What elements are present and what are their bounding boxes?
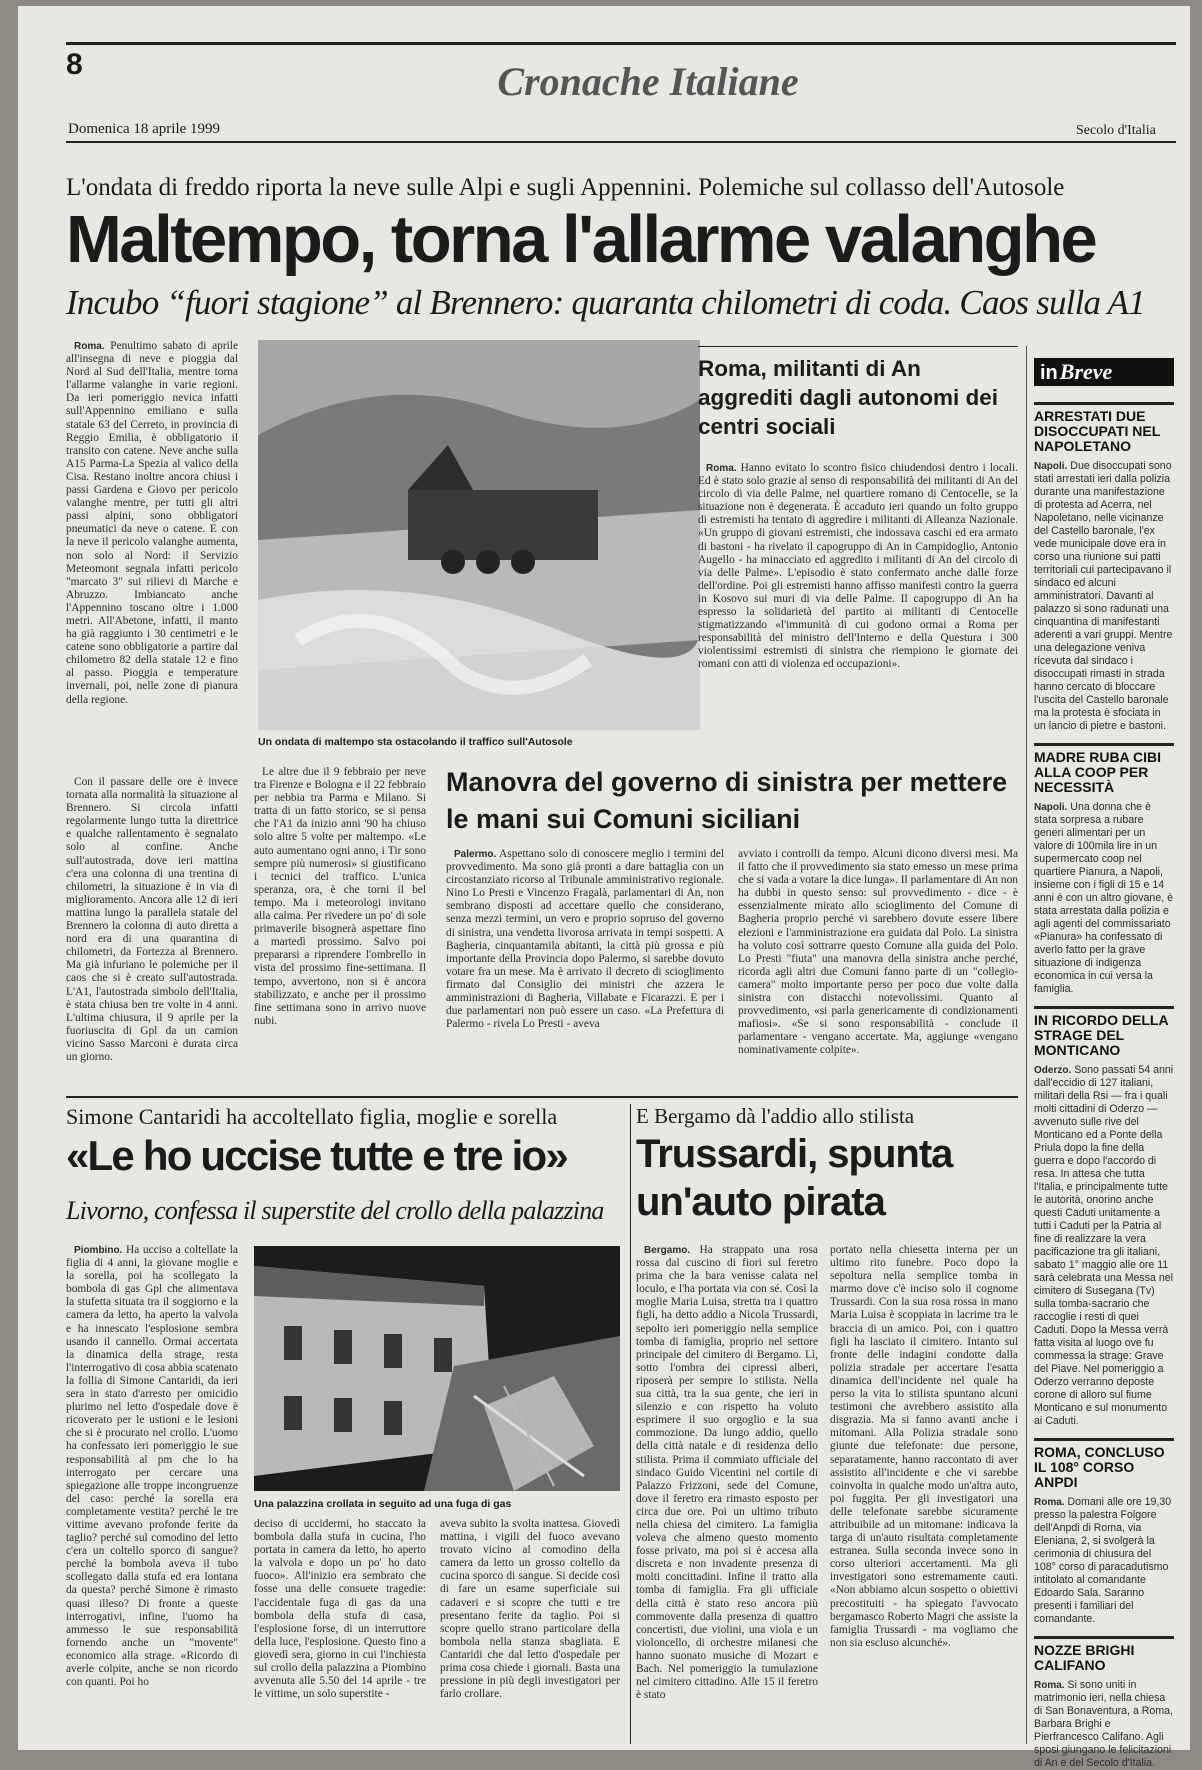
section-title: Cronache Italiane xyxy=(497,59,799,104)
brief-dateline: Roma. xyxy=(1034,1497,1065,1508)
inbreve-in: in xyxy=(1040,362,1058,384)
manovra-dateline: Palermo. xyxy=(454,849,497,860)
inbreve-badge xyxy=(1034,358,1174,386)
livorno-col1-text: Ha ucciso a coltellate la figlia di 4 anni, la giovane moglie e la sorella, poi ha scollegato la bombola di gas Gpl che alimentava la stufetta situata tra il soggiorno e la camera da letto, ha aperto la valvola e ha innescato l'esplosione sembra usando il cannello. Ormai accertata la dinamica della strage, resta l'interrogativo di cosa abbia scatenato la follia di Simone Cantaridi, da ieri sera in stato d'arresto per omicidio plurimo nel letto d'ospedale dove è ricoverato per le ustioni e le lesioni che si è procurato nel crollo. L'uomo ha confessato ieri pomeriggio le sue responsabilità al pm che lo ha interrogato per cercare una spiegazione alle troppe incongruenze del caso: perché la sorella era completamente vestita? perché le tre vittime avevano profonde ferite da taglio? perché sul comodino del letto c'era un coltello sporco di sangue? perché la bombola aveva il tubo scollegato dalla stufa ed era lontana da questa? perché Simone è rimasto quasi illeso? Di fronte a queste interrogativi, infine, l'uomo ha ammesso le sue responsabilità fornendo anche un "movente" economico alla strage. «Ricordo di averle colpite, anche se non ricordo con quanti. Poi ho xyxy=(66,1244,238,1689)
brief-title: IN RICORDO DELLA STRAGE DEL MONTICANO xyxy=(1034,1012,1169,1058)
lead-column-2: Le altre due il 9 febbraio per neve tra Firenze e Bologna e il 22 febbraio per nebbia tra Parma e Milano. Si tratta di un fatto storico, se si pensa che l'A1 da inizio anni '90 ha chiuso solo altre 5 volte per maltempo. «Le auto aumentano ogni anno, i Tir sono sempre più numerosi» si giustificano i tecnici del traffico. L'unica speranza, ora, è che torni il bel tempo. Ma i meteorologi invitano alla calma. Per rivedere un po' di sole primaverile bisognerà aspettare fino a martedì prossimo. Salvo poi prepararsi a riprendere l'ombrello in vista del prossimo fine-settimana. Il tempo, avvertono, non si è ancora stabilizzato, e anche per il prossimo fine settimana sono in arrivo nuove nubi. xyxy=(254,766,426,1027)
manovra-col1-text: Aspettano solo di conoscere meglio i termini del provvedimento. Ma sono già pronti a dare battaglia con un circostanziato ricorso al Tribunale amministrativo regionale. Nino Lo Presti e Vincenzo Fragalà, parlamentari di An, non sembrano disposti ad accettare quello che considerano, senza mezzi termini, un vero e proprio sopruso del governo di sinistra, una vendetta livorosa arrivata in tempi sospetti. A Bagheria, cinquantamila abitanti, la città più grossa e più importante della Provincia dopo Palermo, si sarebbe dovuto votare fra un mese. Ma è arrivato il decreto di scioglimento firmato dal Consiglio dei ministri che azzera le amministrazioni di Bagheria, Villabate e Ficarazzi. E per i due parlamentari non può essere un caso. «La Prefettura di Palermo - rivela Lo Presti - aveva xyxy=(446,848,725,1031)
page-number: 8 xyxy=(66,48,83,81)
manovra-column-2: avviato i controlli da tempo. Alcuni dicono diversi mesi. Ma il fatto che il provvedimento sia stato emesso un mese prima che si vada a votare la dice lunga». Il parlamentare di An non ha dubbi in questo senso: sul provvedimento - dice - è essenzialmente mirato allo scioglimento del Comune di Bagheria proprio perché vi sarebbero dovute essere libere elezioni e l'amministrazione era guidata dal Polo. La sinistra ha voluto così sottrarre questo Comune alla guida del Polo. Lo Presti "fiuta" una manovra della sinistra anche perché, ricorda agli altri due Comuni fanno parte di un "collegio-camera" molto importante perso per poco due volte dalla sinistra con distacchi notevolissimi. Quanto al provvedimento, «si parla genericamente di condizionamenti mafiosi». «Se si sono responsabilità - conclude il parlamentare - vengano accertate. Ma, aggiunge «vengano nominativamente colpite». xyxy=(738,848,1018,1057)
livorno-column-3: aveva subito la svolta inattesa. Giovedì mattina, i vigili del fuoco avevano trovato vicino al comodino della camera da letto un grosso coltello da cucina sporco di sangue. Si decide così di fare un esame superficiale sui cadaveri e si scopre che tutti e tre presentano ferite da taglio. Poi si scopre quello strano particolare della bombola nella stanza sbagliata. E Cantaridi che dal letto d'ospedale per prima cosa chiede i giornali. Basta una pressione in più degli investigatori per farlo crollare. xyxy=(440,1518,620,1701)
inbreve-word: Breve xyxy=(1059,359,1113,384)
snow-traffic-photo xyxy=(258,340,700,730)
livorno-photo-caption: Una palazzina crollata in seguito ad una fuga di gas xyxy=(254,1498,512,1510)
newspaper-name: Secolo d'Italia xyxy=(1076,123,1156,138)
brief-title: ROMA, CONCLUSO IL 108° CORSO ANPDI xyxy=(1034,1444,1165,1490)
brief-body: Si sono uniti in matrimonio ieri, nella chiesa di San Bonaventura, a Roma, Barbara Brighi e Pierfrancesco Califano. Agli sposi giungano le felicitazioni di An e del Secolo d'Italia. xyxy=(1034,1679,1173,1769)
trussardi-dateline: Bergamo. xyxy=(644,1245,691,1256)
brief-body: Due disoccupati sono stati arrestati ieri dalla polizia durante una manifestazione di protesta ad Acerra, nel Napoletano, nelle vicinanze del Castello baronale, l'ex vede municipale dove era in corso una riunione sui patti territoriali cui partecipavano il sindaco ed alcuni amministratori. Davanti al palazzo si sono radunati una cinquantina di manifestanti aderenti a vari gruppi. Mentre una delegazione veniva ricevuta dal sindaco i disoccupati rimasti in strada hanno cercato di bloccare l'uscita del Castello baronale ma la protesta è sfociata in un lancio di pietre e bastoni. xyxy=(1034,460,1173,732)
brief-text xyxy=(1034,460,1174,733)
brief-text xyxy=(1034,1679,1174,1770)
trussardi-col1-text: Ha strappato una rosa rossa dal cuscino di fiori sul feretro prima che la bara venisse calata nel loculo, e l'ha portata via con sé. Così la moglie Maria Luisa, stretta tra i quattro figli, ha detto addio a Nicola Trussardi, sepolto ieri pomeriggio nella semplice tomba di famiglia, proprio nel settore principale del cimitero di Bergamo. Lì, sotto l'ombra dei cipressi alberi, riposerà per sempre lo stilista. Nella sua città, tra la sua gente, che ieri in silenzio e con rispetto ha voluto esprimere il suo orgoglio e la sua commozione. Da lungo addio, quello della città natale e di residenza dello stilista. Prima il commiato ufficiale del sindaco Guido Vicentini nel cortile di Palazzo Frizzoni, sede del Comune, dove il feretro era rimasto esposto per circa due ore. Poi un ultimo tributo nella chiesa del cimitero. La famiglia voleva che almeno questo momento fosse privato, ma poi si è accesa alla discreta e non invadente presenza di molti concittadini. Infine il tratto alla tomba di famiglia. Fra gli ufficiale della città è stato reso ancora più commovente dalla presenza di quattro concertisti, due violini, una viola e un violoncello, di orchestre milanesi che hanno suonato musiche di Mozart e Bach. Nel pomeriggio la tumulazione nel cimitero cittadino. Alle 15 il feretro è stato xyxy=(636,1244,818,1702)
brief-item xyxy=(1034,743,1174,996)
lead-dateline: Roma. xyxy=(74,341,105,352)
livorno-headline: «Le ho uccise tutte e tre io» xyxy=(66,1132,567,1179)
brief-body: Sono passati 54 anni dall'eccidio di 127 italiani, militari della Rsi — fra i quali molti cittadini di Oderzo — avvenuto sulle rive del Monticano ed a Ponte della Priula dopo la fine della guerra e dopo l'accordo di resa. In attesa che tutta l'Italia, e principalmente tutte le autorità, onorino anche questi Caduti unitamente a tutti i Caduti per la Patria al fine di realizzare la vera pacificazione tra gli italiani, sabato 1° maggio alle ore 11 sarà celebrata una Messa nel cimitero di Susegana (Tv) sulla tomba-sacrario che raccoglie i resti di quei Caduti. Dopo la Messa verrà fatta visita al luogo ove fu commessa la strage: Grave del Piave. Nel pomeriggio a Oderzo verranno deposte corone di alloro sul fiume Monticano e sul monumento ai Caduti. xyxy=(1034,1064,1174,1427)
brief-item xyxy=(1034,402,1174,733)
brief-title: NOZZE BRIGHI CALIFANO xyxy=(1034,1642,1135,1673)
inbreve-list xyxy=(1034,402,1174,1769)
brief-dateline: Napoli. xyxy=(1034,461,1068,472)
lead-photo-caption: Un ondata di maltempo sta ostacolando il traffico sull'Autosole xyxy=(258,736,573,748)
livorno-column-2: deciso di uccidermi, ho staccato la bombola dalla stufa in cucina, l'ho portata in camera da letto, ho aperto la valvola e dopo un po' ho dato fuoco». All'inizio era sembrato che fosse una delle consuete tragedie: l'accidentale fuga di gas da una bombola della stufa di casa, l'esplosione forse, di un interruttore della luce, l'esplosione. Questo fino a giovedì sera, giorno in cui l'inchiesta sul crollo della palazzina a Piombino avvenuta alle 5.50 del 14 aprile - tre le vittime, un solo superstite - xyxy=(254,1518,426,1701)
brief-text xyxy=(1034,1064,1174,1428)
lead-kicker: L'ondata di freddo riporta la neve sulle Alpi e sugli Appennini. Polemiche sul collasso dell'Autosole xyxy=(66,174,1065,201)
lead-column-1 xyxy=(66,340,238,770)
brief-item xyxy=(1034,1636,1174,1770)
brief-title: MADRE RUBA CIBI ALLA COOP PER NECESSITÀ xyxy=(1034,749,1162,795)
brief-text xyxy=(1034,801,1174,996)
brief-item xyxy=(1034,1006,1174,1428)
manovra-headline: Manovra del governo di sinistra per mettere le mani sui Comuni siciliani xyxy=(446,767,1008,834)
trussardi-kicker: E Bergamo dà l'addio allo stilista xyxy=(636,1104,915,1128)
livorno-column-1 xyxy=(66,1244,238,1744)
brief-text xyxy=(1034,1496,1174,1626)
livorno-subheadline: Livorno, confessa il superstite del crollo della palazzina xyxy=(66,1196,604,1225)
lead-column-1b: Con il passare delle ore è invece tornata alla normalità la situazione al Brennero. Si circola infatti regolarmente lungo tutta la direttrice e qualche rallentamento è segnalato solo al confine. Anche sull'autostrada, dove ieri mattina c'era una colonna di una trentina di chilometri, la situazione è in via di miglioramento. Ancora alle 12 di ieri mattina lungo la parallela statale del Brennero la colonna di auto diretta a nord era di una quarantina di chilometri, da Fortezza al Brennero. Ma già infuriano le polemiche per il caos che si è creato sull'autostrada. L'A1, l'autostrada simbolo dell'Italia, è stata chiusa ben tre volte in 4 anni. L'ultima chiusura, il 9 aprile per la fuoriuscita di Gpl da un camion vicino Sasso Marconi è durata circa un giorno. xyxy=(66,776,238,1063)
trussardi-column-2: portato nella chiesetta interna per un ultimo rito funebre. Poco dopo la sepoltura nella semplice tomba in marmo dove c'è inciso solo il cognome Trussardi. Con la sua rosa rossa in mano Maria Luisa è scoppiata in lacrime tra le braccia di un amico. Poi, con i quattro figli ha lasciato il cimitero. Intanto sul fronte delle indagini condotte dalla polizia stradale per accertare l'esatta dinamica dell'incidente nel quale ha perso la vita lo stilista spuntano alcuni testimoni che avrebbero assistito alla disgrazia. Ma si fanno avanti anche i mitomani. Alla Polizia stradale sono giunte due telefonate: due persone, separatamente, hanno raccontato di aver assistito all'incidente e che vi sarebbe coinvolta in qualche modo un'altra auto, poi fuggita. Per gli investigatori una delle telefonate sarebbe sicuramente attribuibile ad un mitomane: indicava la targa di un'auto risultata completamente estranea. Sulla seconda invece sono in corso ulteriori accertamenti. Ma gli investigatori sono estremamente cauti. «Non abbiamo alcun sospetto o obiettivi precostituiti - ha spiegato l'avvocato bergamasco Roberto Magri che assiste la famiglia Trussardi - ma vogliamo che non sia escluso alcunché». xyxy=(830,1244,1018,1649)
brief-dateline: Napoli. xyxy=(1034,802,1068,813)
brief-dateline: Roma. xyxy=(1034,1680,1065,1691)
an-column xyxy=(698,462,1018,762)
brief-dateline: Oderzo. xyxy=(1034,1065,1072,1076)
lead-headline: Maltempo, torna l'allarme valanghe xyxy=(66,202,1096,277)
brief-body: Una donna che è stata sorpresa a rubare generi alimentari per un valore di 100mila lire in un supermercato coop nel quartiere Pianura, a Napoli, insieme con i figli di 15 e 14 anni è con un altro giovane, è stata arrestata dalla polizia e agli agenti del commissariato «Pianura» ha confessato di averlo fatto per la grave situazione di indigenza economica in cui versa la famiglia. xyxy=(1034,801,1173,995)
newspaper-page xyxy=(18,6,1190,1769)
collapsed-building-photo xyxy=(254,1246,620,1491)
trussardi-headline: Trussardi, spunta un'auto pirata xyxy=(636,1132,953,1224)
livorno-kicker: Simone Cantaridi ha accoltellato figlia, moglie e sorella xyxy=(66,1104,558,1129)
livorno-dateline: Piombino. xyxy=(74,1245,123,1256)
brief-item xyxy=(1034,1438,1174,1626)
lead-col1-text: Penultimo sabato di aprile all'insegna di neve e pioggia dal Nord al Sud dell'Italia, mentre torna l'allarme valanghe in varie regioni. Da ieri pomeriggio nevica infatti sull'Appennino emiliano e sulla statale 63 del Cerreto, in provincia di Reggio Emilia, è obbligatorio il transito con catene. Neve anche sulla A15 Parma-La Spezia al valico della Cisa. Restano inoltre ancora chiusi i passi Gardena e Giovo per pericolo valanghe mentre, per tutti gli altri passi alpini, sono obbligatori pneumatici da neve o catene. E con la neve il pericolo valanghe aumenta, non solo al Nord: il Servizio Meteomont segnala infatti pericolo "marcato 3" sui rilievi di Marche e Abruzzo. Imbiancato anche l'Appennino toscano oltre i 1.000 metri. All'Abetone, infatti, il manto ha già raggiunto i 30 centimetri e le catene sono obbligatorie a partire dal chilometro 82 della statale 12 e fino al passo. Pioggia e temperature invernali, poi, nelle zone di pianura della regione. xyxy=(66,340,238,706)
an-headline: Roma, militanti di An aggrediti dagli autonomi dei centri sociali xyxy=(698,356,999,439)
lead-subheadline: Incubo “fuori stagione” al Brennero: quaranta chilometri di coda. Caos sulla A1 xyxy=(66,283,1145,322)
trussardi-column-1 xyxy=(636,1244,818,1744)
manovra-column-1 xyxy=(446,848,724,1078)
an-dateline: Roma. xyxy=(706,463,737,474)
an-text: Hanno evitato lo scontro fisico chiudendosi dentro i locali. Ed è stato solo grazie al senso di responsabilità dei militanti di An del circolo di via delle Palme, nel quartiere romano di Centocelle, se la situazione non è degenerata. È accaduto ieri quando un folto gruppo di estremisti ha tentato di aggredire i militanti di Alleanza Nazionale. «Un gruppo di giovani estremisti, che indossava caschi ed era armato di bastoni - ha rivelato il capogruppo di An in Campidoglio, Antonio Augello - ha minacciato ed aggredito i militanti di An del circolo di via delle Palme». L'episodio è stato confermato anche dalle forze dell'ordine. Poi gli estremisti hanno affisso manifesti contro la guerra in Kosovo sui muri di via delle Palme. Il capogruppo di An ha espresso la solidarietà del partito ai militanti di Centocelle stigmatizzando «l'immunità di cui godono ormai a Roma per responsabilità del ministro dell'Interno e della Questura i 300 violentissimi estremisti di sinistra che riempiono le giornate dei romani con atti di violenza ed occupazioni». xyxy=(698,462,1018,671)
brief-title: ARRESTATI DUE DISOCCUPATI NEL NAPOLETANO xyxy=(1034,408,1161,454)
brief-body: Domani alle ore 19,30 presso la palestra Folgore dell'Anpdi di Roma, via Eleniana, 2, si svolgerà la cerimonia di chiusura del 108° corso di paracadutismo intitolato al comandante Edoardo Sala. Saranno presenti i familiari del comandante. xyxy=(1034,1496,1172,1625)
issue-date: Domenica 18 aprile 1999 xyxy=(68,121,221,137)
